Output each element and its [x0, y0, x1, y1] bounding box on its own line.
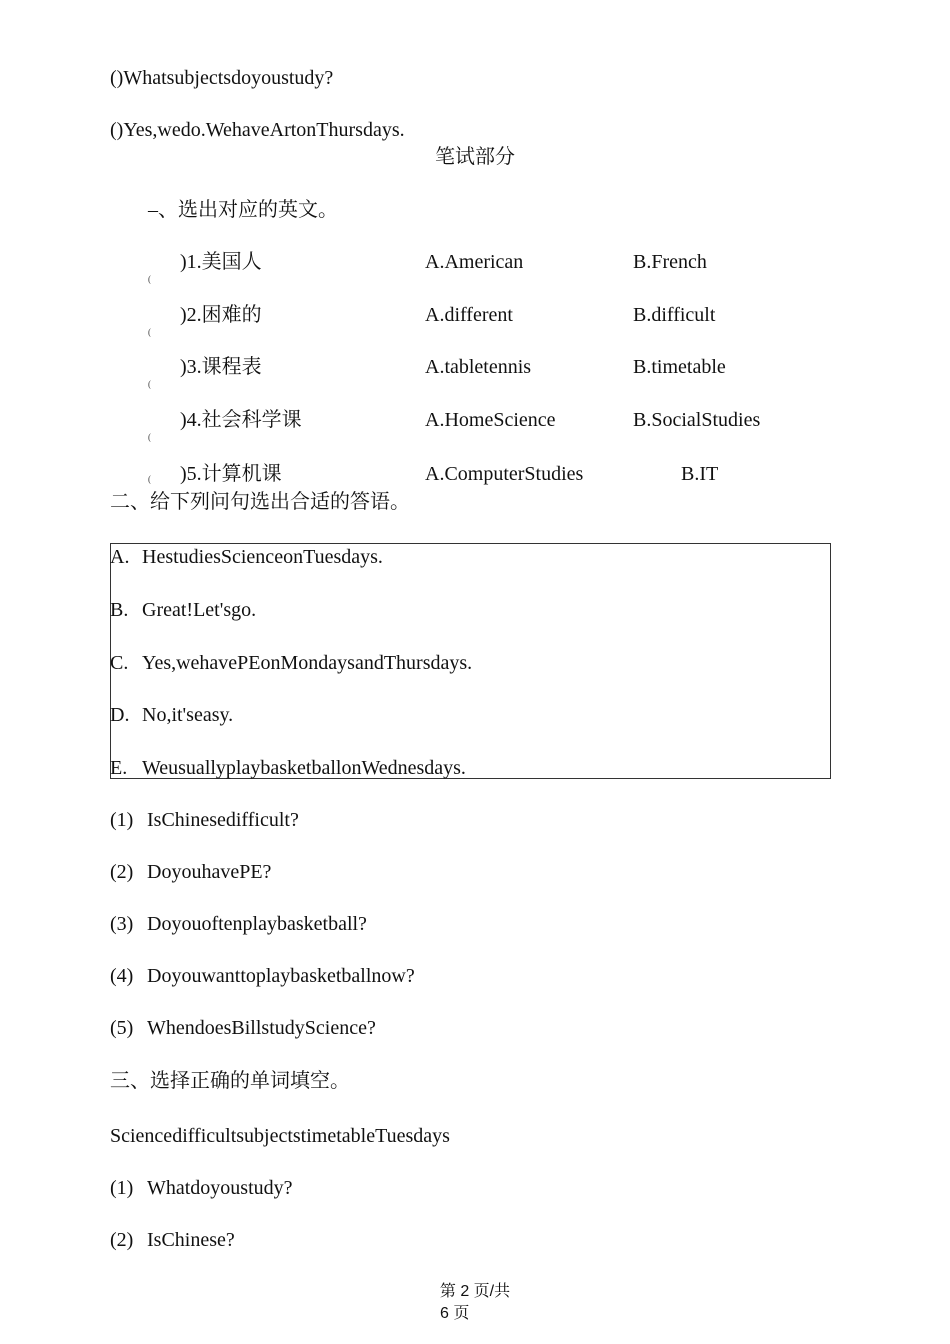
answer-paren: ( — [148, 379, 151, 389]
section2-title: 二、给下列问句选出合适的答语。 — [110, 491, 410, 513]
question-item — [110, 860, 271, 884]
option-a: A.HomeScience — [425, 409, 556, 431]
option-label: A. — [110, 546, 130, 568]
question-item — [110, 912, 367, 936]
option-b: B.French — [633, 251, 707, 273]
option-label: E. — [110, 757, 128, 779]
option-a: A.ComputerStudies — [425, 463, 584, 485]
question-number: (2) — [110, 1229, 134, 1251]
item-question: )5.计算机课 — [180, 463, 282, 485]
question-text: IsChinesedifficult? — [147, 809, 299, 831]
fill-question — [110, 1228, 235, 1252]
answer-option — [110, 756, 466, 780]
answer-option — [110, 598, 256, 622]
question-item — [110, 1016, 376, 1040]
answer-paren: ( — [148, 274, 151, 284]
option-text: Yes,wehavePEonMondaysandThursdays. — [142, 652, 473, 674]
section3-title: 三、选择正确的单词填空。 — [110, 1070, 350, 1092]
question-text: DoyouhavePE? — [147, 861, 272, 883]
option-text: WeusuallyplaybasketballonWednesdays. — [142, 757, 466, 779]
option-a: A.tabletennis — [425, 356, 532, 378]
question-text: Whatdoyoustudy? — [147, 1177, 293, 1199]
section1-title: –、选出对应的英文。 — [148, 199, 338, 221]
page-footer-line2: 6 页 — [440, 1305, 470, 1322]
question-item — [110, 808, 299, 832]
question-number: (1) — [110, 809, 134, 831]
option-text: Great!Let'sgo. — [142, 599, 257, 621]
question-number: (4) — [110, 965, 134, 987]
item-question: )4.社会科学课 — [180, 409, 302, 431]
option-text: HestudiesScienceonTuesdays. — [142, 546, 383, 568]
question-text: Doyouwanttoplaybasketballnow? — [147, 965, 415, 987]
question-text: WhendoesBillstudyScience? — [147, 1017, 376, 1039]
question-number: (1) — [110, 1177, 134, 1199]
answer-paren: ( — [148, 432, 151, 442]
question-number: (2) — [110, 861, 134, 883]
option-label: C. — [110, 652, 129, 674]
item-question: )2.困难的 — [180, 304, 262, 326]
answer-option — [110, 651, 472, 675]
option-text: No,it'seasy. — [142, 704, 234, 726]
page-footer-line1: 第 2 页/共 — [439, 1283, 511, 1300]
answer-paren: ( — [148, 474, 151, 484]
question-text: Doyouoftenplaybasketball? — [147, 913, 367, 935]
listening-line-2: ()Yes,wedo.WehaveArtonThursdays. — [110, 119, 405, 141]
question-text: IsChinese? — [147, 1229, 235, 1251]
option-b: B.difficult — [633, 304, 716, 326]
question-number: (3) — [110, 913, 134, 935]
item-question: )1.美国人 — [180, 251, 262, 273]
answer-option — [110, 545, 383, 569]
answer-paren: ( — [148, 327, 151, 337]
written-part-title: 笔试部分 — [435, 146, 515, 168]
option-a: A.different — [425, 304, 513, 326]
fill-question — [110, 1176, 293, 1200]
question-item — [110, 964, 415, 988]
listening-line-1: ()Whatsubjectsdoyoustudy? — [110, 67, 334, 89]
option-label: B. — [110, 599, 129, 621]
option-b: B.SocialStudies — [633, 409, 761, 431]
item-question: )3.课程表 — [180, 356, 262, 378]
word-bank: SciencedifficultsubjectstimetableTuesdays — [110, 1125, 450, 1147]
option-b: B.IT — [681, 463, 719, 485]
question-number: (5) — [110, 1017, 134, 1039]
answer-option — [110, 703, 233, 727]
option-label: D. — [110, 704, 130, 726]
option-b: B.timetable — [633, 356, 726, 378]
option-a: A.American — [425, 251, 524, 273]
